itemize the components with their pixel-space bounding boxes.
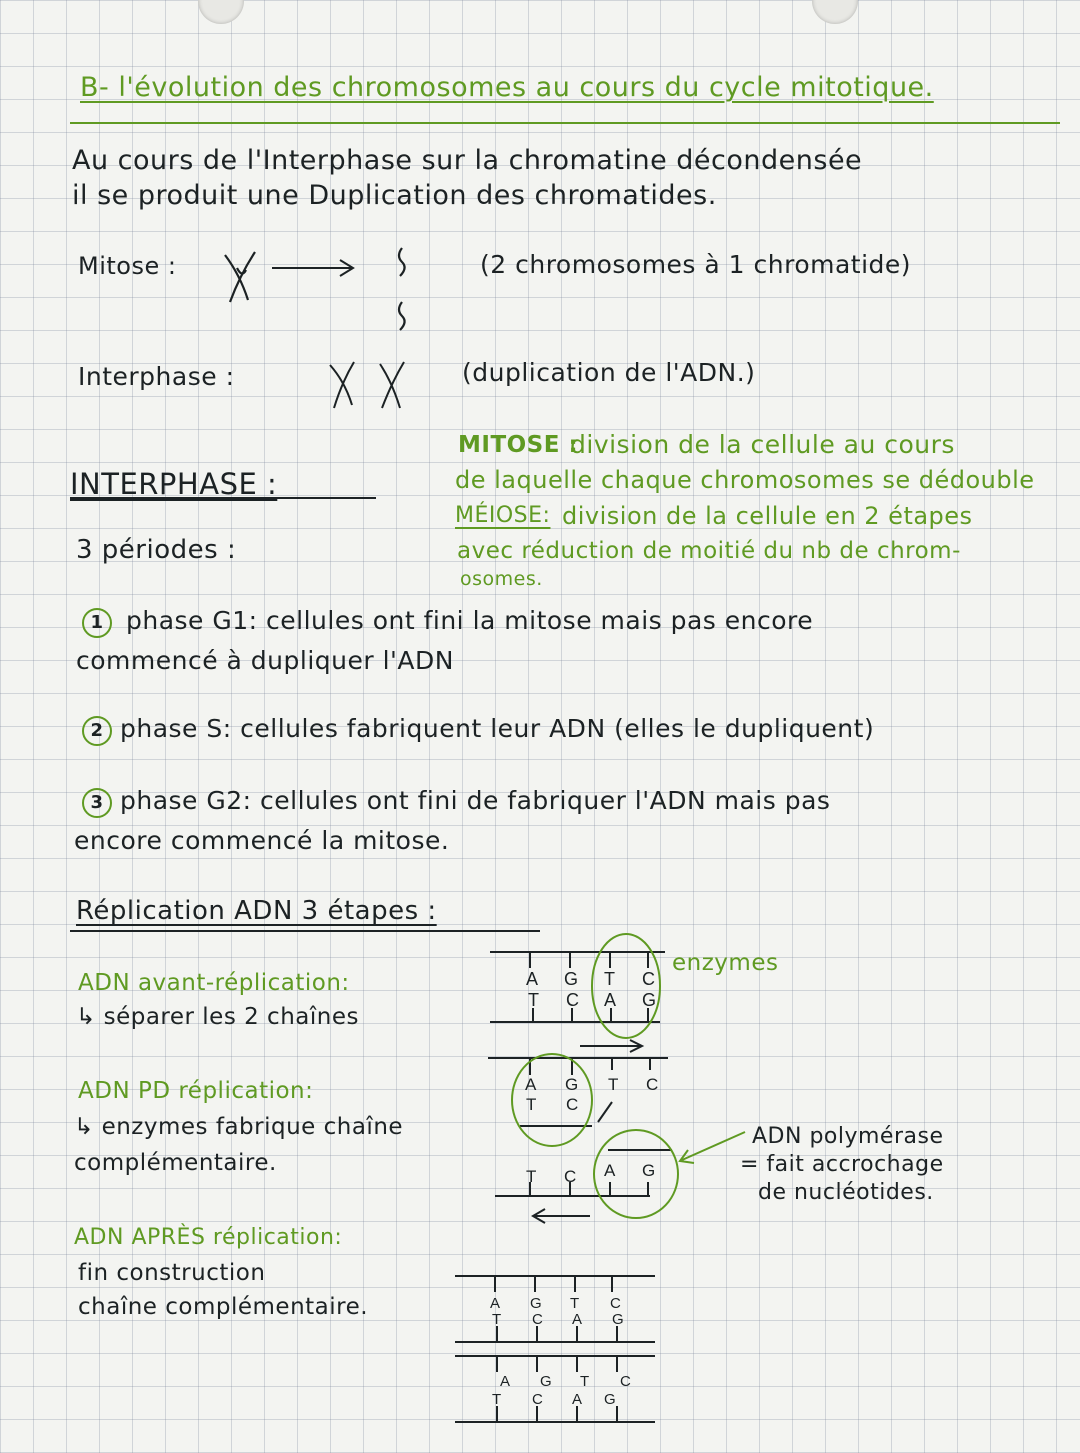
step-3-desc-1: fin construction bbox=[78, 1260, 266, 1286]
phase-g1-line-1: phase G1: cellules ont fini la mitose mais pas encore bbox=[126, 606, 814, 635]
polymerase-line-3: de nucléotides. bbox=[758, 1180, 934, 1205]
svg-text:T: T bbox=[570, 1295, 580, 1312]
svg-text:C: C bbox=[610, 1295, 621, 1312]
interphase-heading: INTERPHASE : bbox=[70, 467, 278, 501]
phase-g2-line-1: phase G2: cellules ont fini de fabriquer l'ADN mais pas bbox=[120, 786, 831, 815]
base-label: T bbox=[528, 990, 539, 1010]
periods-label: 3 périodes : bbox=[76, 535, 237, 565]
phase-s-number: 2 bbox=[82, 716, 112, 746]
phase-s-line-1: phase S: cellules fabriquent leur ADN (elles le dupliquent) bbox=[120, 714, 875, 743]
mitose-note: (2 chromosomes à 1 chromatide) bbox=[480, 250, 912, 279]
svg-text:C: C bbox=[646, 1075, 659, 1094]
meiose-definition-line-3: osomes. bbox=[460, 568, 543, 590]
interphase-label: Interphase : bbox=[78, 362, 235, 391]
svg-text:A: A bbox=[525, 1075, 537, 1094]
svg-text:G: G bbox=[604, 1391, 616, 1408]
svg-text:G: G bbox=[642, 1161, 656, 1180]
svg-text:T: T bbox=[608, 1075, 619, 1094]
base-label: A bbox=[526, 969, 539, 989]
svg-text:C: C bbox=[620, 1373, 631, 1390]
svg-text:G: G bbox=[530, 1295, 542, 1312]
enzymes-label: enzymes bbox=[672, 950, 779, 976]
base-label: A bbox=[604, 990, 617, 1010]
interphase-note: (duplication de l'ADN.) bbox=[462, 358, 756, 387]
polymerase-arrow-icon bbox=[680, 1132, 745, 1163]
svg-text:C: C bbox=[532, 1391, 543, 1408]
svg-text:A: A bbox=[604, 1161, 616, 1180]
intro-line-1: Au cours de l'Interphase sur la chromatine décondensée bbox=[72, 145, 863, 176]
step-3-desc-2: chaîne complémentaire. bbox=[78, 1294, 369, 1320]
phase-g2-number: 3 bbox=[82, 788, 112, 818]
svg-text:G: G bbox=[565, 1075, 579, 1094]
phase-g1-line-2: commencé à dupliquer l'ADN bbox=[76, 646, 454, 675]
base-label: G bbox=[642, 990, 657, 1010]
base-label: C bbox=[566, 990, 579, 1010]
dna-diagram-during bbox=[488, 1040, 678, 1223]
meiose-definition-term: MÉIOSE: bbox=[455, 503, 551, 528]
svg-text:C: C bbox=[532, 1311, 543, 1328]
replication-heading: Réplication ADN 3 étapes : bbox=[76, 896, 437, 926]
phase-g1-number: 1 bbox=[82, 608, 112, 638]
svg-text:C: C bbox=[564, 1167, 577, 1186]
mitose-definition-term: MITOSE : bbox=[458, 432, 579, 458]
step-2-title: ADN PD réplication: bbox=[78, 1078, 314, 1104]
svg-text:A: A bbox=[572, 1311, 583, 1328]
mitose-definition-line-1: division de la cellule au cours bbox=[570, 430, 955, 459]
svg-text:A: A bbox=[572, 1391, 583, 1408]
chromatid-single-icon bbox=[399, 248, 405, 330]
step-1-title: ADN avant-réplication: bbox=[78, 970, 350, 996]
intro-line-2: il se produit une Duplication des chromatides. bbox=[72, 180, 717, 211]
polymerase-line-2: = fait accrochage bbox=[740, 1152, 944, 1177]
arrow-right-icon bbox=[272, 260, 353, 276]
svg-text:T: T bbox=[492, 1311, 502, 1328]
polymerase-line-1: ADN polymérase bbox=[752, 1124, 944, 1149]
svg-text:C: C bbox=[566, 1095, 579, 1114]
svg-text:T: T bbox=[526, 1095, 537, 1114]
svg-text:A: A bbox=[500, 1373, 511, 1390]
step-2-desc-2: complémentaire. bbox=[74, 1150, 277, 1176]
step-1-desc: ↳ séparer les 2 chaînes bbox=[76, 1004, 359, 1030]
base-label: T bbox=[604, 969, 615, 989]
mitose-definition-line-2: de laquelle chaque chromosomes se dédouble bbox=[455, 466, 1035, 494]
meiose-definition-line-1: division de la cellule en 2 étapes bbox=[562, 502, 973, 530]
chromosome-x-icon bbox=[225, 252, 255, 302]
dna-diagram-after bbox=[455, 1276, 655, 1422]
base-label: G bbox=[564, 969, 579, 989]
step-3-title: ADN APRÈS réplication: bbox=[74, 1225, 343, 1250]
svg-text:G: G bbox=[540, 1373, 552, 1390]
meiose-definition-line-2: avec réduction de moitié du nb de chrom- bbox=[457, 538, 961, 564]
base-label: C bbox=[642, 969, 655, 989]
svg-text:T: T bbox=[526, 1167, 537, 1186]
svg-text:T: T bbox=[580, 1373, 590, 1390]
page-title: B- l'évolution des chromosomes au cours du cycle mitotique. bbox=[80, 72, 934, 103]
phase-g2-line-2: encore commencé la mitose. bbox=[74, 826, 450, 855]
svg-text:A: A bbox=[490, 1295, 501, 1312]
svg-text:G: G bbox=[612, 1311, 624, 1328]
mitose-label: Mitose : bbox=[78, 252, 177, 280]
duplicated-chromosomes-icon bbox=[330, 362, 404, 408]
step-2-desc-1: ↳ enzymes fabrique chaîne bbox=[74, 1114, 404, 1140]
svg-text:T: T bbox=[492, 1391, 502, 1408]
